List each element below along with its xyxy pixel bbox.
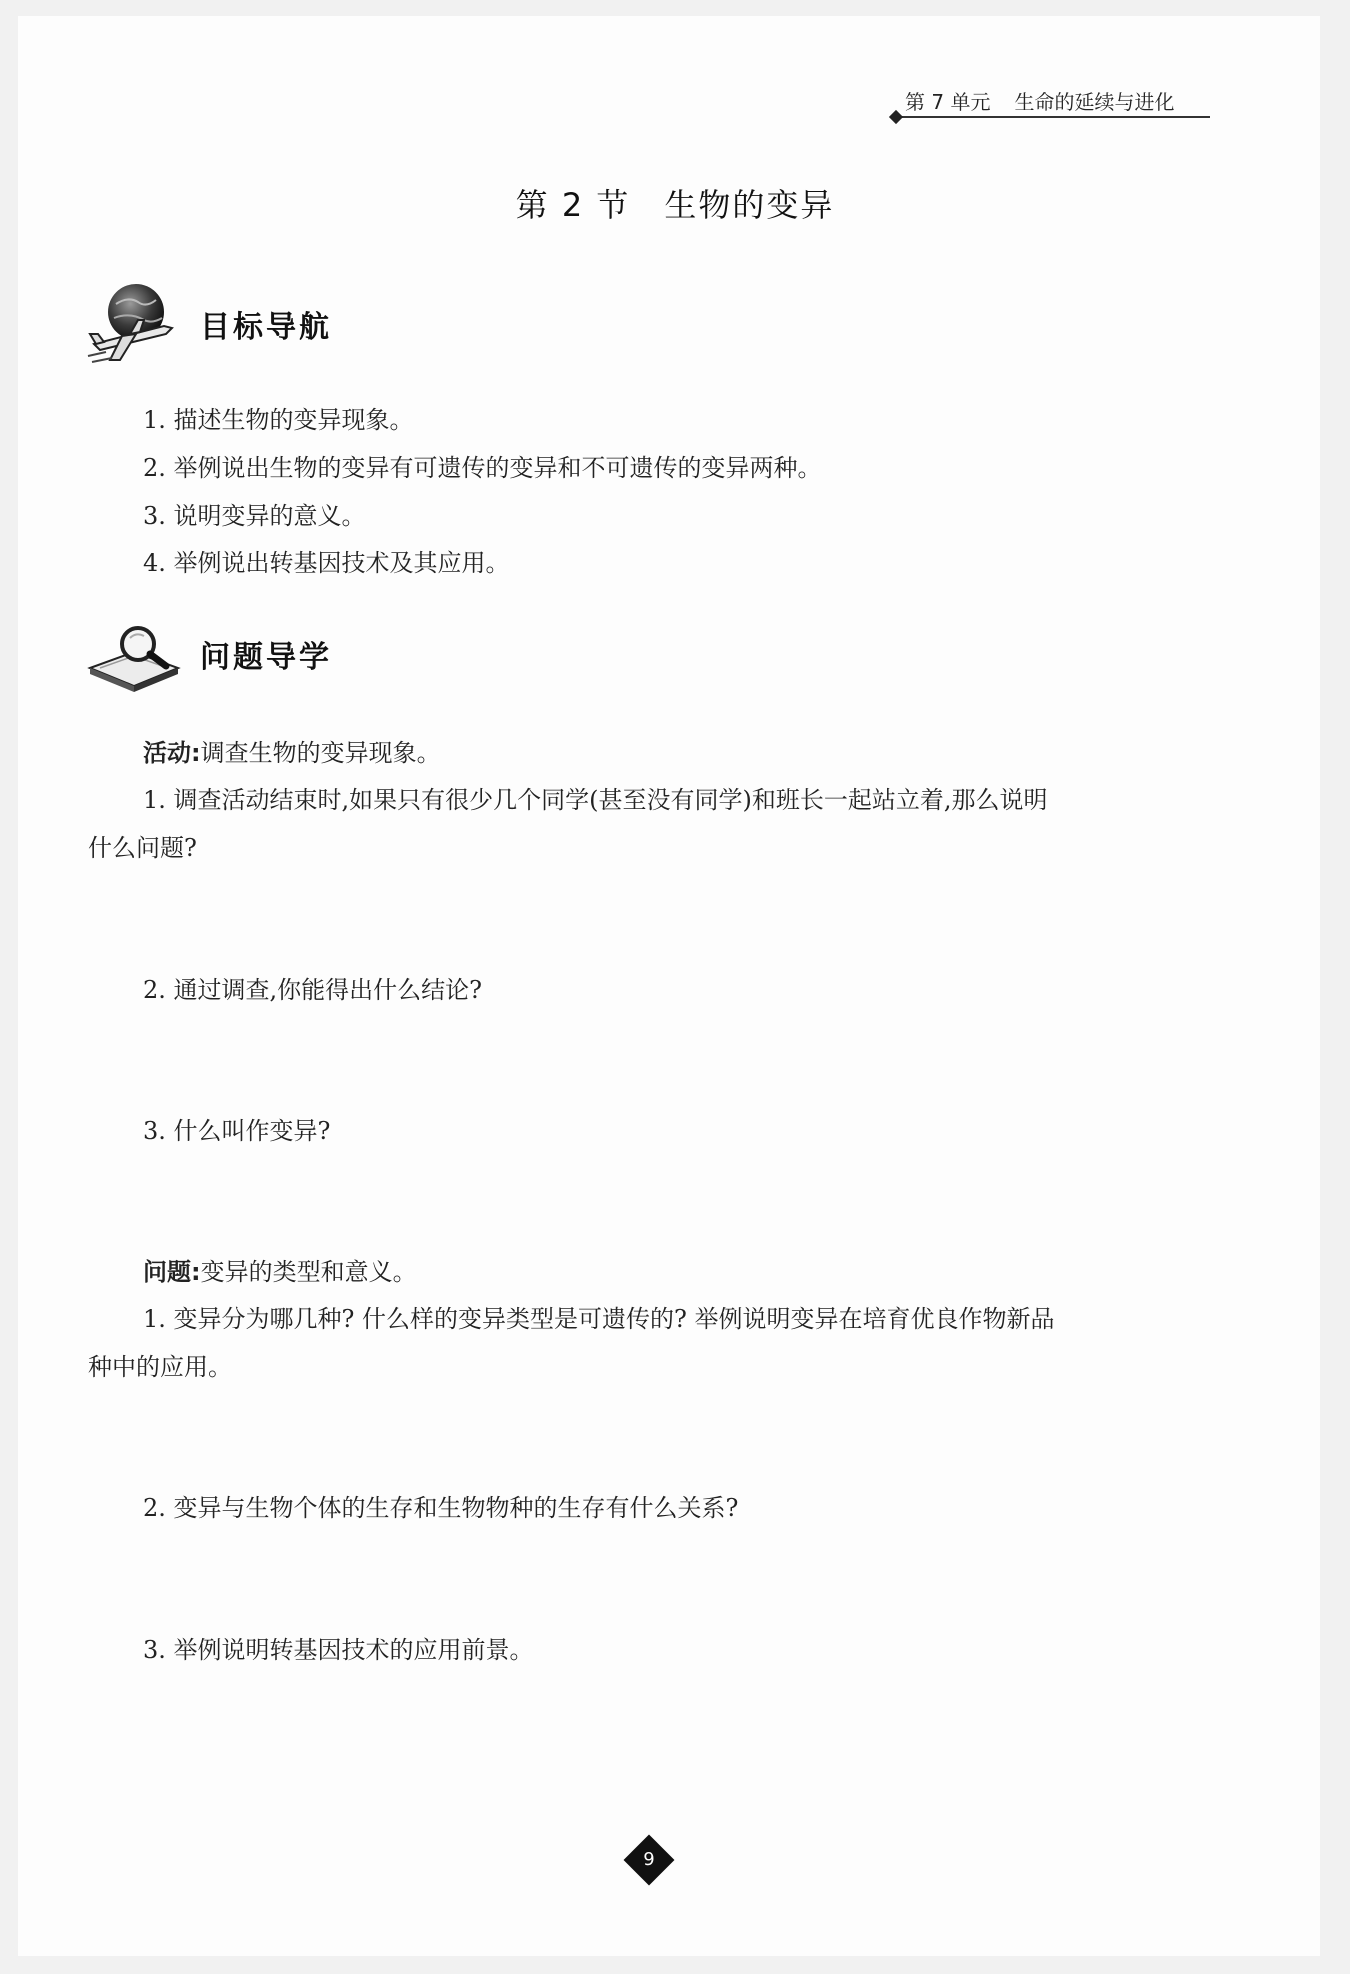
globe-airplane-icon	[86, 282, 182, 366]
problem-title	[143, 1252, 417, 1287]
page-number-text: 9	[643, 1849, 655, 1870]
activity-title	[143, 733, 441, 768]
goal-item-4: 4. 举例说出转基因技术及其应用。	[143, 549, 510, 577]
activity-question-2: 2. 通过调查,你能得出什么结论?	[143, 976, 483, 1004]
page-number	[625, 1836, 673, 1884]
activity-question-3: 3. 什么叫作变异?	[143, 1117, 331, 1145]
goal-item-2: 2. 举例说出生物的变异有可遗传的变异和不可遗传的变异两种。	[143, 454, 822, 482]
goals-heading: 目标导航	[200, 310, 332, 345]
header-rule	[896, 116, 1210, 118]
problem-label: 问题:	[143, 1258, 201, 1286]
problem-question-3: 3. 举例说明转基因技术的应用前景。	[143, 1636, 534, 1664]
activity-text: 调查生物的变异现象。	[200, 739, 441, 767]
problem-text: 变异的类型和意义。	[200, 1258, 417, 1286]
goal-item-1: 1. 描述生物的变异现象。	[143, 406, 414, 434]
activity-question-1-line-2: 什么问题?	[88, 834, 197, 862]
running-header	[905, 86, 1174, 115]
goal-item-3: 3. 说明变异的意义。	[143, 502, 366, 530]
problem-question-1-line-2: 种中的应用。	[88, 1353, 232, 1381]
problem-question-1-line-1: 1. 变异分为哪几种? 什么样的变异类型是可遗传的? 举例说明变异在培育优良作物新品	[143, 1305, 1055, 1333]
header-title: 生命的延续与进化	[1014, 90, 1175, 114]
problem-question-2: 2. 变异与生物个体的生存和生物物种的生存有什么关系?	[143, 1494, 739, 1522]
guide-heading: 问题导学	[200, 640, 332, 675]
header-unit: 第 7 单元	[905, 90, 991, 114]
section-title: 第 2 节 生物的变异	[515, 186, 835, 224]
activity-label: 活动:	[143, 739, 201, 767]
book-magnifier-icon	[86, 622, 182, 692]
activity-question-1-line-1: 1. 调查活动结束时,如果只有很少几个同学(甚至没有同学)和班长一起站立着,那么说明	[143, 786, 1048, 814]
